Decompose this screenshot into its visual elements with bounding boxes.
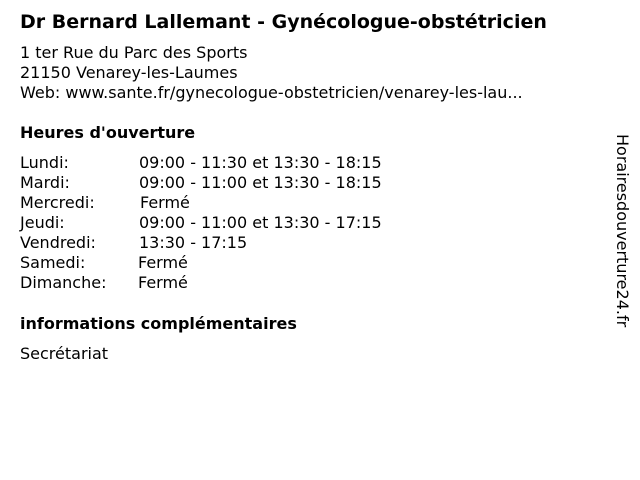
hours-day: Samedi: <box>20 253 86 272</box>
hours-time: 09:00 - 11:00 et 13:30 - 18:15 <box>139 173 382 192</box>
hours-day: Vendredi: <box>20 233 96 252</box>
watermark <box>608 134 636 354</box>
address-block <box>20 43 523 103</box>
address-street: 1 ter Rue du Parc des Sports <box>20 43 248 62</box>
address-city: 21150 Venarey-les-Laumes <box>20 63 238 82</box>
hours-time: 09:00 - 11:00 et 13:30 - 17:15 <box>139 213 382 232</box>
hours-day: Jeudi: <box>20 213 65 232</box>
hours-time: Fermé <box>140 193 190 212</box>
hours-day: Mardi: <box>20 173 70 192</box>
extra-info-text: Secrétariat <box>20 344 109 363</box>
page-title: Dr Bernard Lallemant - Gynécologue-obstétricien <box>20 11 547 33</box>
hours-day: Dimanche: <box>20 273 107 292</box>
hours-day: Mercredi: <box>20 193 95 212</box>
hours-time: Fermé <box>138 273 188 292</box>
hours-heading: Heures d'ouverture <box>20 123 196 142</box>
hours-time: 13:30 - 17:15 <box>139 233 248 252</box>
watermark-text: Horairesdouverture24.fr <box>613 134 632 328</box>
hours-time: Fermé <box>138 253 188 272</box>
hours-day: Lundi: <box>20 153 69 172</box>
hours-time: 09:00 - 11:30 et 13:30 - 18:15 <box>139 153 382 172</box>
address-web: Web: www.sante.fr/gynecologue-obstetricien/venarey-les-lau... <box>20 83 523 102</box>
extra-info-heading: informations complémentaires <box>20 314 297 333</box>
